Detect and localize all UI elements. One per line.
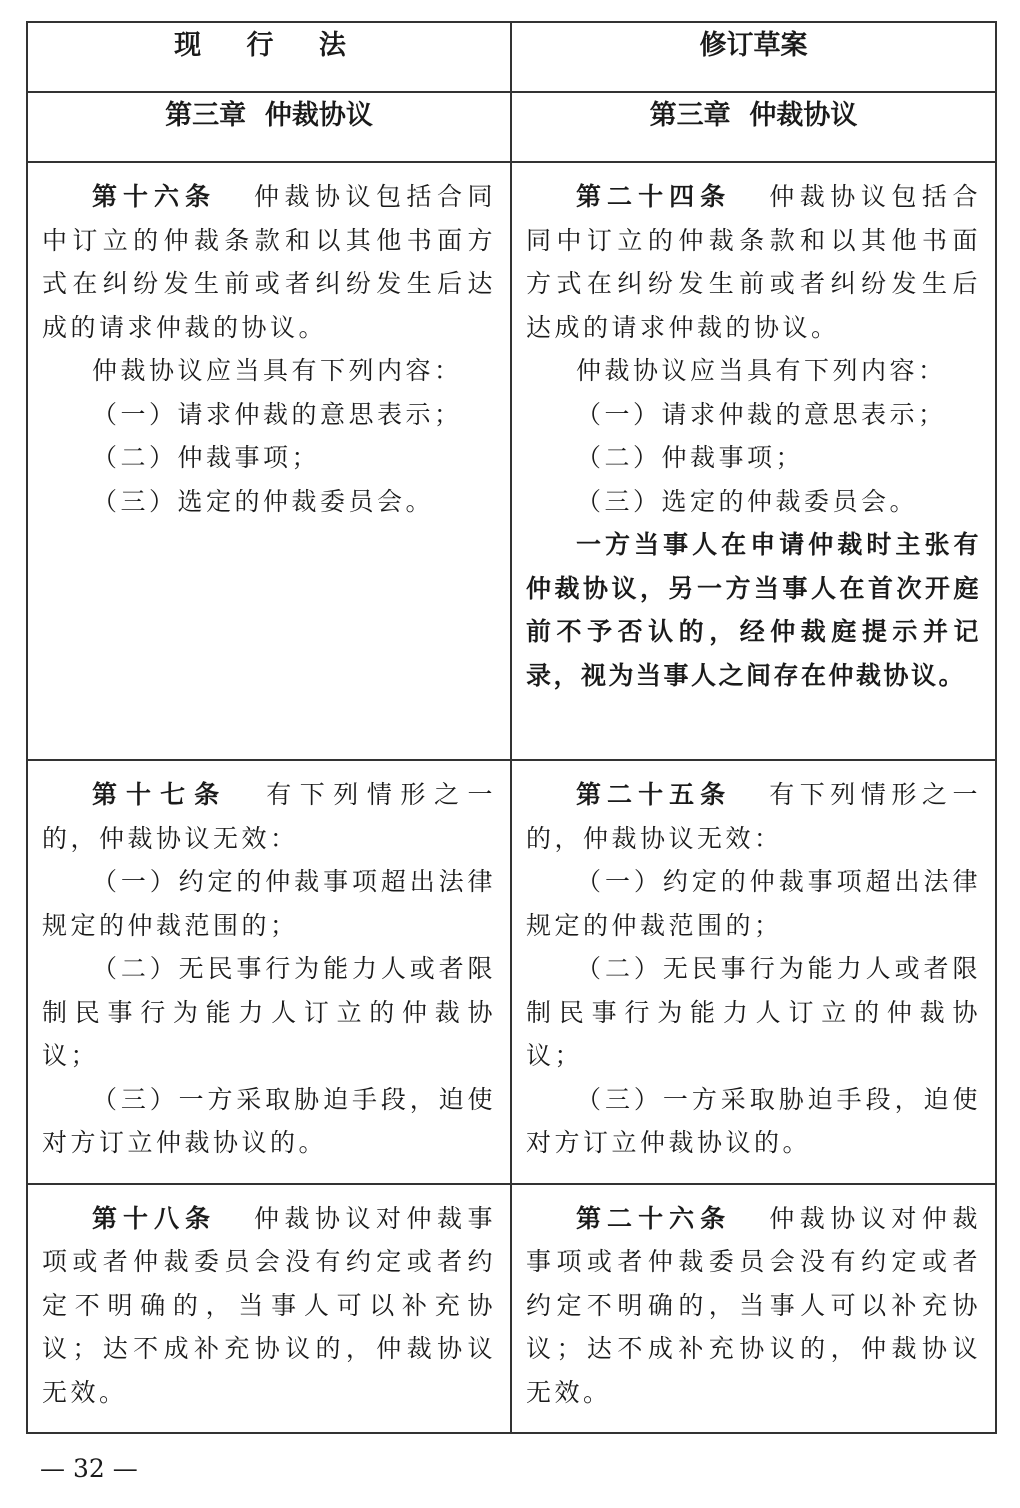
article-text: 仲裁协议包括合同中订立的仲裁条款和以其他书面方式在纠纷发生前或者纠纷发生后达成的请求仲裁的协议。 [526,182,981,342]
table-row [27,1184,996,1434]
article-paragraph [42,1197,496,1415]
added-clause-paragraph: 一方当事人在申请仲裁时主张有仲裁协议，另一方当事人在首次开庭前不予否认的，经仲裁庭提示并记录，视为当事人之间存在仲裁协议。 [526,530,981,690]
article-number: 第十八条 [92,1203,216,1233]
article-paragraph [526,773,981,860]
clause-paragraph: （三）一方采取胁迫手段，迫使对方订立仲裁协议的。 [42,1084,496,1157]
current-law-cell [27,1184,511,1434]
clause-paragraph: （三）选定的仲裁委员会。 [576,486,919,516]
clause-paragraph: （二）仲裁事项； [92,443,321,472]
article-number: 第二十四条 [576,182,732,211]
clause-paragraph: （一）约定的仲裁事项超出法律规定的仲裁范围的； [526,867,981,940]
revised-draft-cell [511,162,996,760]
comparison-table-wrapper [26,21,995,1434]
header-current-law-label: 现 行 法 [174,30,364,61]
chapter-left-label: 第三章 仲裁协议 [165,100,373,131]
clause-paragraph: （二）无民事行为能力人或者限制民事行为能力人订立的仲裁协议； [526,954,981,1070]
chapter-row [27,92,996,162]
page-number: — 32 — [40,1454,138,1483]
article-number: 第二十六条 [576,1203,732,1233]
revised-draft-cell [511,1184,996,1434]
header-current-law [27,22,511,92]
revised-draft-cell [511,760,996,1184]
article-text: 仲裁协议包括合同中订立的仲裁条款和以其他书面方式在纠纷发生前或者纠纷发生后达成的请求仲裁的协议。 [42,182,496,342]
table-row [27,162,996,760]
header-revised-draft-label: 修订草案 [699,30,808,61]
comparison-table [26,21,997,1434]
article-text: 有下列情形之一的，仲裁协议无效： [526,780,981,853]
article-number: 第二十五条 [576,780,732,809]
clause-paragraph: （二）仲裁事项； [576,443,805,472]
article-number: 第十六条 [92,182,216,211]
article-paragraph [526,175,981,349]
current-law-cell [27,760,511,1184]
article-text: 仲裁协议对仲裁事项或者仲裁委员会没有约定或者约定不明确的，当事人可以补充协议；达不成补充协议的，仲裁协议无效。 [42,1203,496,1407]
chapter-right [511,92,996,162]
article-text: 仲裁协议对仲裁事项或者仲裁委员会没有约定或者约定不明确的，当事人可以补充协议；达不成补充协议的，仲裁协议无效。 [526,1203,981,1407]
header-revised-draft [511,22,996,92]
clause-paragraph: （一）约定的仲裁事项超出法律规定的仲裁范围的； [42,867,496,940]
article-paragraph [526,1197,981,1415]
clause-paragraph: 仲裁协议应当具有下列内容： [92,356,463,385]
clause-paragraph: 仲裁协议应当具有下列内容： [576,356,947,385]
article-number: 第十七条 [92,780,229,809]
clause-paragraph: （二）无民事行为能力人或者限制民事行为能力人订立的仲裁协议； [42,954,496,1070]
chapter-right-label: 第三章 仲裁协议 [649,100,858,131]
article-text: 有下列情形之一的，仲裁协议无效： [42,780,496,853]
clause-paragraph: （一）请求仲裁的意思表示； [576,399,947,429]
clause-paragraph: （三）一方采取胁迫手段，迫使对方订立仲裁协议的。 [526,1084,981,1157]
header-row [27,22,996,92]
current-law-cell [27,162,511,760]
article-paragraph [42,175,496,349]
clause-paragraph: （一）请求仲裁的意思表示； [92,399,463,429]
table-row [27,760,996,1184]
article-paragraph [42,773,496,860]
chapter-left [27,92,511,162]
clause-paragraph: （三）选定的仲裁委员会。 [92,486,435,516]
